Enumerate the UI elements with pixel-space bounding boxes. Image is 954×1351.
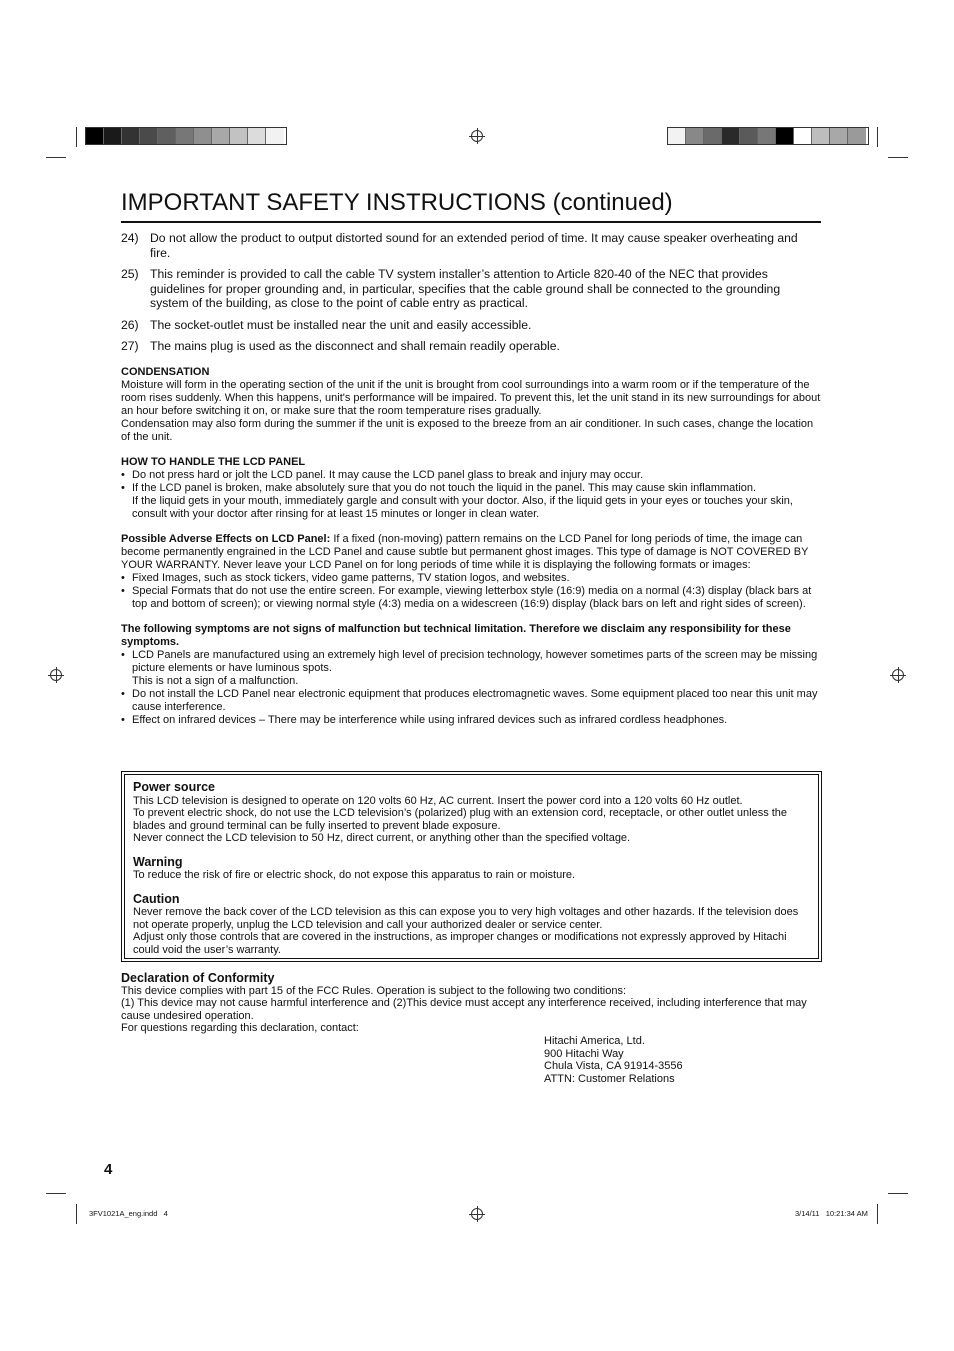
item-text: If the liquid gets in your mouth, immediately gargle and consult with your doctor. Also, if the liquid gets in your eyes or touches your skin, consult with your doctor after rinsing for at least 15 minutes or longer in clean water. bbox=[132, 494, 793, 520]
color-swatch bbox=[722, 128, 740, 144]
caution-text: Adjust only those controls that are covered in the instructions, as improper changes or modifications not expressly approved by Hitachi could void the user’s warranty. bbox=[133, 931, 787, 956]
power-source-text: Never connect the LCD television to 50 Hz, direct current, or anything other than the specified voltage. bbox=[133, 832, 631, 844]
registration-mark-icon bbox=[892, 669, 904, 681]
warning-heading: Warning bbox=[133, 854, 183, 869]
declaration-text: This device complies with part 15 of the FCC Rules. Operation is subject to the following two conditions: bbox=[121, 984, 627, 997]
registration-mark-icon bbox=[50, 669, 62, 681]
color-swatch bbox=[812, 128, 830, 144]
adverse-effects-text: If a fixed (non-moving) pattern remains on the LCD Panel for long periods of time, the image can become permanently engrained in the LCD Panel and cause subtle but permanent ghost images. This type of damage is NOT COVERED BY YOUR WARRANTY. Never leave your LCD Panel on for long periods of time while it is displaying the following formats or images: bbox=[121, 532, 809, 571]
item-number: 24) bbox=[121, 231, 139, 245]
item-number: 26) bbox=[121, 317, 139, 332]
color-bar-right bbox=[667, 127, 869, 145]
list-item bbox=[121, 318, 821, 333]
color-swatch bbox=[848, 128, 866, 144]
crop-mark bbox=[888, 157, 908, 158]
color-swatch bbox=[122, 128, 140, 144]
symptoms-list bbox=[121, 649, 821, 727]
color-swatch bbox=[776, 128, 794, 144]
page-title: IMPORTANT SAFETY INSTRUCTIONS (continued) bbox=[121, 189, 821, 223]
item-text: Do not allow the product to output distorted sound for an extended period of time. It may cause speaker overheating and fire. bbox=[150, 231, 798, 260]
address-line: Hitachi America, Ltd. bbox=[544, 1034, 645, 1047]
address-line: ATTN: Customer Relations bbox=[544, 1072, 675, 1085]
list-item bbox=[121, 482, 821, 521]
declaration-text: For questions regarding this declaration, contact: bbox=[121, 1022, 359, 1035]
registration-mark-icon bbox=[471, 130, 483, 142]
power-source-text: This LCD television is designed to operate on 120 volts 60 Hz, AC current. Insert the power cord into a 120 volts 60 Hz outlet. bbox=[133, 794, 743, 807]
item-text: If the LCD panel is broken, make absolutely sure that you do not touch the liquid in the panel. This may cause skin inflammation. bbox=[132, 481, 757, 494]
crop-mark bbox=[46, 1193, 66, 1194]
color-swatch bbox=[140, 128, 158, 144]
condensation-paragraph: Condensation may also form during the summer if the unit is exposed to the breeze from an air conditioner. In such cases, change the location of the unit. bbox=[121, 417, 814, 443]
crop-mark bbox=[76, 127, 77, 147]
color-swatch bbox=[758, 128, 776, 144]
color-swatch bbox=[248, 128, 266, 144]
contact-address bbox=[544, 1035, 821, 1085]
list-item: • Do not install the LCD Panel near electronic equipment that produces electromagnetic waves. Some equipment placed too near this unit may cause interference. bbox=[121, 688, 821, 714]
adverse-effects-list bbox=[121, 572, 821, 611]
adverse-effects-paragraph bbox=[121, 533, 821, 572]
crop-mark bbox=[877, 127, 878, 147]
declaration-text: (1) This device may not cause harmful interference and (2)This device must accept any interference received, including interference that may cause undesired operation. bbox=[121, 997, 807, 1022]
list-item bbox=[121, 649, 821, 688]
color-swatch bbox=[704, 128, 722, 144]
color-swatch bbox=[212, 128, 230, 144]
adverse-effects-lead: Possible Adverse Effects on LCD Panel: bbox=[121, 532, 331, 545]
color-swatch bbox=[158, 128, 176, 144]
footer-timestamp: 3/14/11 10:21:34 AM bbox=[795, 1209, 868, 1218]
caution-heading: Caution bbox=[133, 891, 180, 906]
warning-text: To reduce the risk of fire or electric shock, do not expose this apparatus to rain or moisture. bbox=[133, 869, 576, 881]
item-text: This reminder is provided to call the cable TV system installer’s attention to Article 820-40 of the NEC that provides guidelines for proper grounding and, in particular, specifies that the cable ground shall be connected to the grounding system of the building, as close to the point of cable entry as practical. bbox=[150, 267, 781, 310]
item-text: The socket-outlet must be installed near the unit and easily accessible. bbox=[150, 317, 532, 332]
safety-notice-box bbox=[121, 771, 822, 962]
item-number: 25) bbox=[121, 267, 139, 281]
color-swatch bbox=[686, 128, 704, 144]
power-source-text: To prevent electric shock, do not use the LCD television’s (polarized) plug with an extension cord, receptacle, or other outlet unless the blades and ground terminal can be fully inserted to prevent blade exposure. bbox=[133, 807, 788, 832]
color-swatch bbox=[86, 128, 104, 144]
color-swatch bbox=[176, 128, 194, 144]
list-item: • Fixed Images, such as stock tickers, video game patterns, TV station logos, and websites. bbox=[121, 572, 821, 585]
page-number: 4 bbox=[104, 1161, 113, 1178]
declaration-heading: Declaration of Conformity bbox=[121, 971, 275, 985]
list-item: • Effect on infrared devices – There may be interference while using infrared devices such as infrared cordless headphones. bbox=[121, 714, 821, 727]
crop-mark bbox=[877, 1204, 878, 1224]
main-content bbox=[121, 231, 821, 727]
crop-mark bbox=[76, 1204, 77, 1224]
crop-mark bbox=[46, 157, 66, 158]
list-item bbox=[121, 267, 821, 311]
power-source-heading: Power source bbox=[133, 780, 215, 794]
list-item bbox=[121, 231, 821, 260]
caution-text: Never remove the back cover of the LCD television as this can expose you to very high voltages and other hazards. If the television does not operate properly, unplug the LCD television and call your authorized dealer or service center. bbox=[133, 906, 799, 931]
crop-mark bbox=[888, 1193, 908, 1194]
color-swatch bbox=[230, 128, 248, 144]
numbered-list bbox=[121, 231, 821, 354]
declaration-section bbox=[121, 972, 821, 1085]
color-bar-left bbox=[85, 127, 287, 145]
lcd-handling-heading: HOW TO HANDLE THE LCD PANEL bbox=[121, 455, 306, 468]
color-swatch bbox=[266, 128, 284, 144]
address-line: Chula Vista, CA 91914-3556 bbox=[544, 1060, 683, 1073]
item-text: The mains plug is used as the disconnect and shall remain readily operable. bbox=[150, 339, 560, 353]
color-swatch bbox=[740, 128, 758, 144]
address-line: 900 Hitachi Way bbox=[544, 1047, 624, 1060]
lcd-handling-list bbox=[121, 469, 821, 521]
condensation-heading: CONDENSATION bbox=[121, 365, 210, 378]
footer-file-info: 3FV1021A_eng.indd 4 bbox=[89, 1209, 168, 1218]
list-item: • Special Formats that do not use the entire screen. For example, viewing letterbox style (16:9) media on a normal (4:3) display (black bars at top and bottom of screen); or viewing normal style (4:3) media on a widescreen (16:9) display (black bars on left and right sides of screen). bbox=[121, 585, 821, 611]
color-swatch bbox=[794, 128, 812, 144]
color-swatch bbox=[194, 128, 212, 144]
list-item: • Do not press hard or jolt the LCD panel. It may cause the LCD panel glass to break and injury may occur. bbox=[121, 469, 821, 482]
item-text: This is not a sign of a malfunction. bbox=[132, 674, 299, 687]
registration-mark-icon bbox=[471, 1208, 483, 1220]
color-swatch bbox=[830, 128, 848, 144]
condensation-paragraph: Moisture will form in the operating section of the unit if the unit is brought from cool surroundings into a warm room or if the temperature of the room rises suddenly. When this happens, unit's performance will be impaired. To prevent this, let the unit stand in its new surroundings for about an hour before switching it on, or make sure that the room temperature rises gradually. bbox=[121, 378, 821, 417]
item-text: LCD Panels are manufactured using an extremely high level of precision technology, however sometimes parts of the screen may be missing picture elements or have luminous spots. bbox=[132, 648, 818, 674]
list-item bbox=[121, 339, 821, 354]
item-number: 27) bbox=[121, 339, 139, 353]
color-swatch bbox=[104, 128, 122, 144]
color-swatch bbox=[668, 128, 686, 144]
symptoms-heading: The following symptoms are not signs of malfunction but technical limitation. Therefore we disclaim any responsibility for these symptoms. bbox=[121, 622, 791, 648]
